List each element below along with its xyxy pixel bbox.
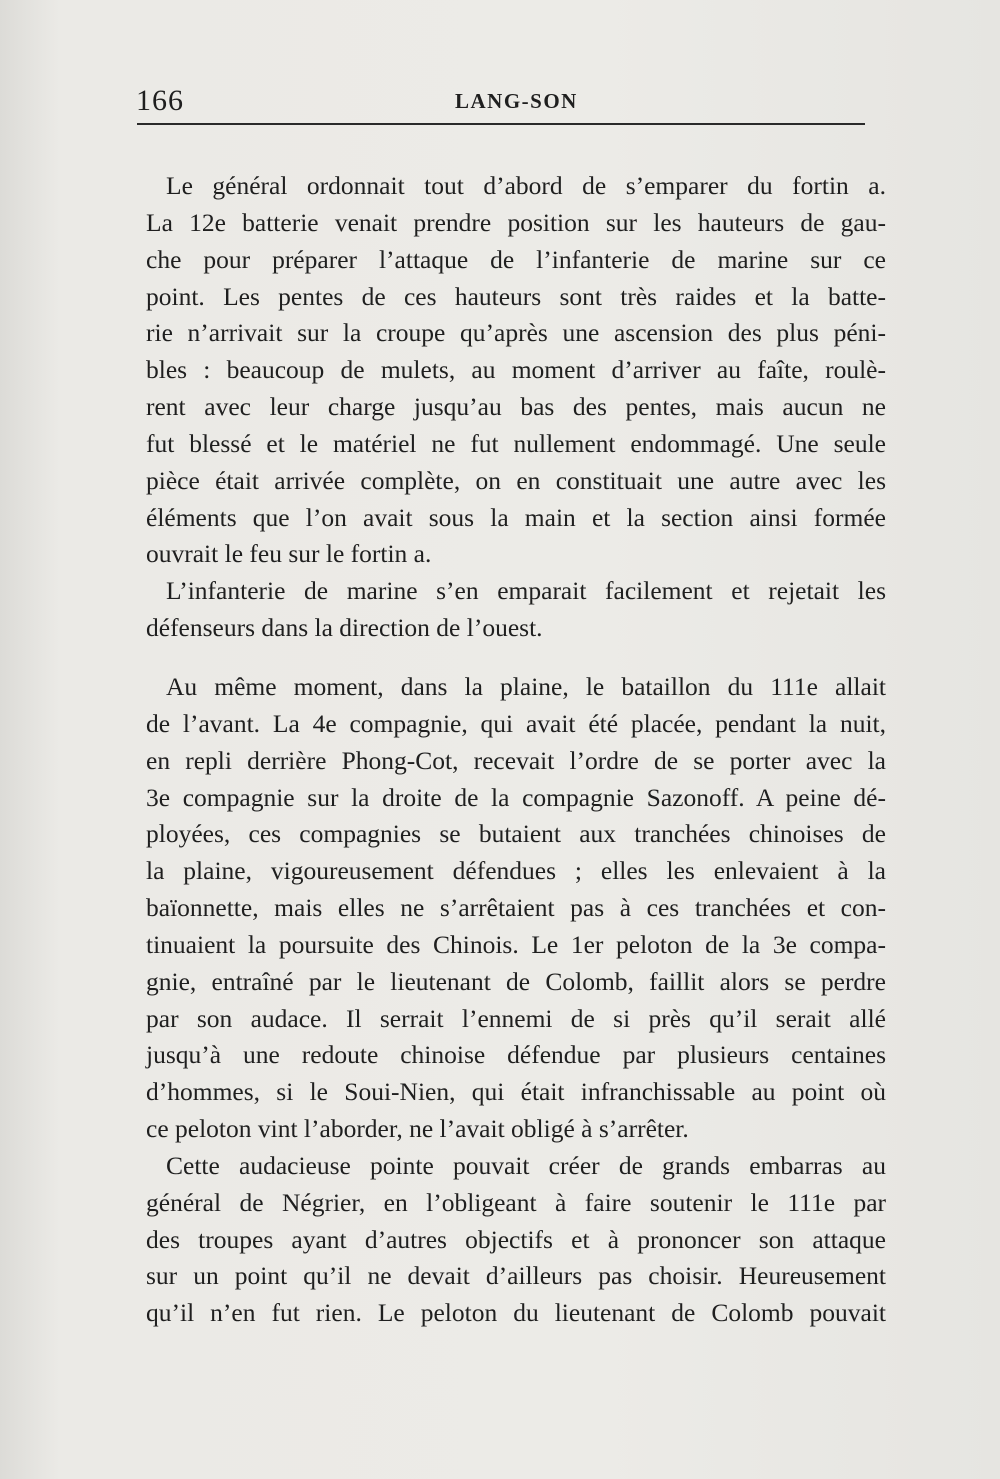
text-line: Cette audacieuse pointe pouvait créer de grands embarras au — [166, 1150, 886, 1180]
text-line: L’infanterie de marine s’en emparait facilement et rejetait les — [166, 576, 886, 606]
header-rule — [137, 123, 865, 125]
text-line: baïonnette, mais elles ne s’arrêtaient pas à ces tranchées et con- — [146, 893, 886, 923]
text-line: la plaine, vigoureusement défendues ; elles les enlevaient à la — [146, 856, 886, 886]
running-title: LANG-SON — [455, 89, 578, 113]
text-line: jusqu’à une redoute chinoise défendue par plusieurs centaines — [146, 1040, 886, 1070]
text-line: sur un point qu’il ne devait d’ailleurs pas choisir. Heureusement — [146, 1261, 886, 1291]
text-line: pièce était arrivée complète, on en constituait une autre avec les — [146, 465, 886, 495]
text-line: bles : beaucoup de mulets, au moment d’arriver au faîte, roulè- — [146, 355, 886, 385]
text-line: en repli derrière Phong-Cot, recevait l’ordre de se porter avec la — [146, 745, 886, 775]
paragraph — [146, 669, 886, 1148]
text-line: rie n’arrivait sur la croupe qu’après une ascension des plus péni- — [146, 318, 886, 348]
text-line: éléments que l’on avait sous la main et la section ainsi formée — [146, 502, 886, 532]
text-line: rent avec leur charge jusqu’au bas des pentes, mais aucun ne — [146, 392, 886, 422]
text-line: che pour préparer l’attaque de l’infanterie de marine sur ce — [146, 244, 886, 274]
text-line: fut blessé et le matériel ne fut nullement endommagé. Une seule — [146, 428, 886, 458]
text-line: Au même moment, dans la plaine, le bataillon du 111e allait — [166, 671, 886, 701]
text-line: par son audace. Il serrait l’ennemi de si près qu’il serait allé — [146, 1003, 886, 1033]
text-line: de l’avant. La 4e compagnie, qui avait été placée, pendant la nuit, — [146, 708, 886, 738]
text-line: ployées, ces compagnies se butaient aux tranchées chinoises de — [146, 819, 886, 849]
body-text — [146, 168, 886, 1332]
text-line: point. Les pentes de ces hauteurs sont très raides et la batte- — [146, 281, 886, 311]
text-line: La 12e batterie venait prendre position sur les hauteurs de gau- — [146, 207, 886, 237]
paragraph — [146, 168, 886, 573]
paragraph-gap — [146, 647, 886, 669]
text-line: défenseurs dans la direction de l’ouest. — [146, 613, 543, 643]
text-line: d’hommes, si le Soui-Nien, qui était infranchissable au point où — [146, 1077, 886, 1107]
text-line: ouvrait le feu sur le fortin a. — [146, 539, 432, 569]
text-line: gnie, entraîné par le lieutenant de Colomb, faillit alors se perdre — [146, 966, 886, 996]
text-line: tinuaient la poursuite des Chinois. Le 1er peloton de la 3e compa- — [146, 929, 886, 959]
paragraph — [146, 1148, 886, 1332]
text-line: qu’il n’en fut rien. Le peloton du lieutenant de Colomb pouvait — [146, 1298, 886, 1328]
text-line: ce peloton vint l’aborder, ne l’avait obligé à s’arrêter. — [146, 1114, 689, 1144]
text-line: 3e compagnie sur la droite de la compagnie Sazonoff. A peine dé- — [146, 782, 886, 812]
text-line: des troupes ayant d’autres objectifs et à prononcer son attaque — [146, 1224, 886, 1254]
text-line: général de Négrier, en l’obligeant à faire soutenir le 111e par — [146, 1187, 886, 1217]
page-number: 166 — [136, 84, 184, 117]
paragraph — [146, 573, 886, 647]
text-line: Le général ordonnait tout d’abord de s’emparer du fortin a. — [166, 171, 886, 200]
